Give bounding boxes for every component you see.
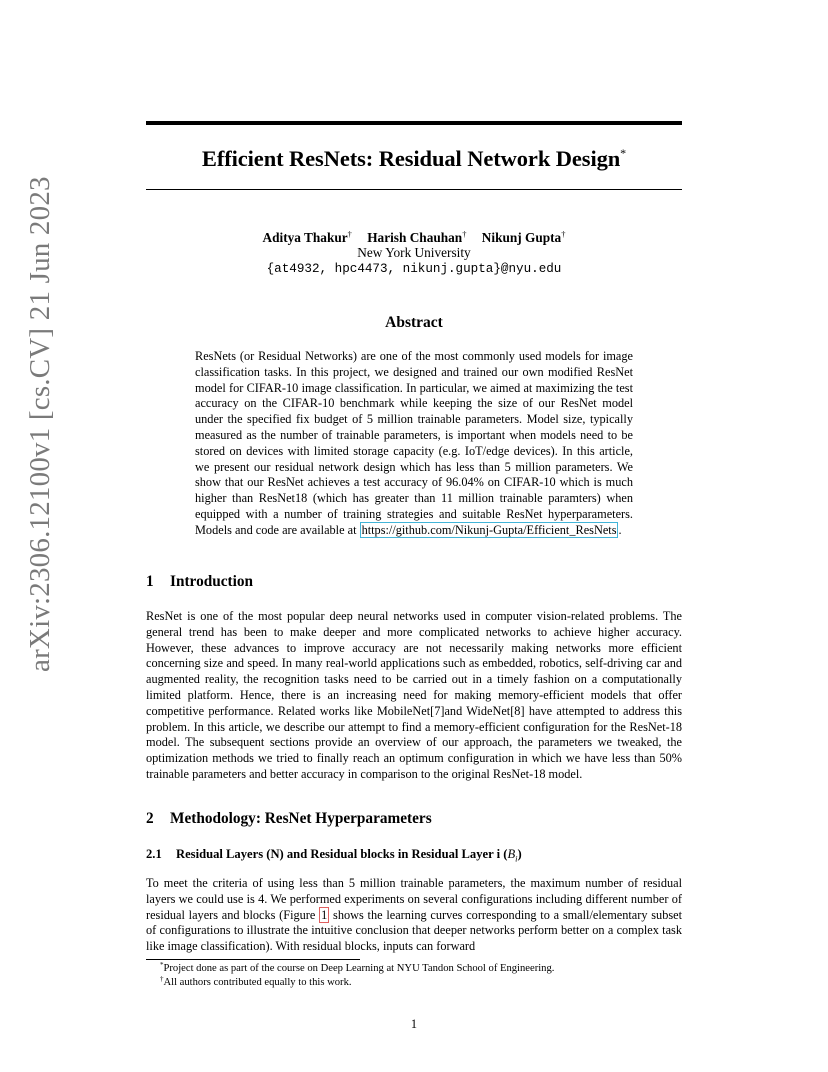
subsection-title: Residual Layers (N) and Residual blocks in Residual Layer i ( (176, 847, 508, 861)
methodology-paragraph (146, 876, 682, 955)
introduction-paragraph: ResNet is one of the most popular deep neural networks used in computer vision-related problems. The general trend has been to make deeper and more complicated networks to achieve higher accuracy. However, these advances to improve accuracy are not necessarily making networks more efficient concerning size and speed. In many real-world applications such as embedded, robotics, self-driving car and augmented reality, the recognition tasks need to be carried out in a timely fashion on a computationally limited platform. Hence, there is an increasing need for making memory-efficient models that offer competitive performance. Related works like MobileNet[7]and WideNet[8] have attempted to address this problem. In this article, we describe our attempt to find a memory-efficient configuration for the ResNet-18 model. The subsequent sections provide an overview of our approach, the parameters we tweaked, the optimization methods we tried to finally reach an optimum configuration in which we have less than 50% trainable parameters and better accuracy in comparison to the original ResNet-18 model. (146, 609, 682, 781)
author-name: Harish Chauhan (367, 230, 463, 245)
footnote-1 (160, 962, 680, 976)
abstract-end: . (618, 522, 622, 537)
math-subscript: i (515, 853, 518, 864)
code-link[interactable]: https://github.com/Nikunj-Gupta/Efficient_ResNets (361, 522, 617, 537)
subsection-number: 2.1 (146, 847, 162, 861)
subsection-title-end: ) (517, 847, 522, 861)
paragraph-text-b: shows the learning curves corresponding to a small/elementary subset of configurations to illustrate the intuitive conclusion that deeper networks perform better on a complex task like image classification). With residual blocks, inputs can forward (146, 907, 683, 954)
author-emails: {at4932, hpc4473, nikunj.gupta}@nyu.edu (266, 262, 562, 276)
author-mark: † (347, 229, 352, 239)
abstract-text: ResNets (or Residual Networks) are one of the most commonly used models for image classification tasks. In this project, we designed and trained our own modified ResNet model for CIFAR-10 image classification. In particular, we aimed at maximizing the test accuracy on the CIFAR-10 benchmark while keeping the size of our ResNet model under the specified fix budget of 5 million trainable parameters. Model size, typically measured as the number of trainable parameters, is important when models need to be stored on devices with limited storage capacity (e.g. IoT/edge devices). In this article, we present our residual network design which has less than 5 million parameters. We show that our ResNet achieves a test accuracy of 96.04% on CIFAR-10 which is much higher than ResNet18 (which has greater than 11 million trainable paramters) when equipped with a number of training strategies and suitable ResNet hyperparameters. Models and code are available at (195, 349, 633, 537)
page-number: 1 (410, 1017, 418, 1031)
section-number: 2 (146, 810, 154, 827)
footnote-rule (146, 959, 360, 960)
subsection-2-1-heading (146, 846, 682, 867)
author-list (146, 230, 682, 246)
figure-reference-link[interactable]: 1 (321, 907, 328, 922)
abstract-heading: Abstract (385, 314, 443, 331)
section-title: Methodology: ResNet Hyperparameters (170, 810, 432, 827)
affiliation: New York University (357, 245, 471, 260)
author-name: Aditya Thakur (262, 230, 348, 245)
author-mark: † (462, 229, 467, 239)
footnote-mark: * (160, 961, 164, 969)
author-2 (367, 230, 466, 246)
title-footnote-mark: * (620, 146, 627, 160)
author-mark: † (561, 229, 566, 239)
footnote-2 (160, 976, 680, 990)
section-number: 1 (146, 573, 154, 590)
math-symbol: B (507, 847, 516, 861)
abstract-body (195, 349, 633, 539)
paper-title (146, 144, 682, 174)
section-2-heading (146, 809, 682, 829)
footnote-text: All authors contributed equally to this work. (163, 977, 352, 988)
arxiv-identifier: arXiv:2306.12100v1 [cs.CV] 21 Jun 2023 (24, 176, 56, 672)
section-1-heading (146, 572, 682, 592)
footnote-text: Project done as part of the course on Deep Learning at NYU Tandon School of Engineering. (163, 963, 555, 974)
title-bottom-rule (146, 189, 682, 190)
author-3 (482, 230, 566, 246)
title-top-rule (146, 121, 682, 125)
paper-title-text: Efficient ResNets: Residual Network Design (201, 146, 621, 171)
footnote-mark: † (160, 975, 164, 983)
paragraph-text-a: To meet the criteria of using less than 5 million trainable parameters, the maximum number of residual layers we could use is 4. We performed experiments on several configurations including different number of residual layers and blocks (Figure (146, 876, 682, 922)
author-1 (263, 230, 352, 246)
author-name: Nikunj Gupta (481, 230, 562, 245)
section-title: Introduction (170, 573, 254, 590)
